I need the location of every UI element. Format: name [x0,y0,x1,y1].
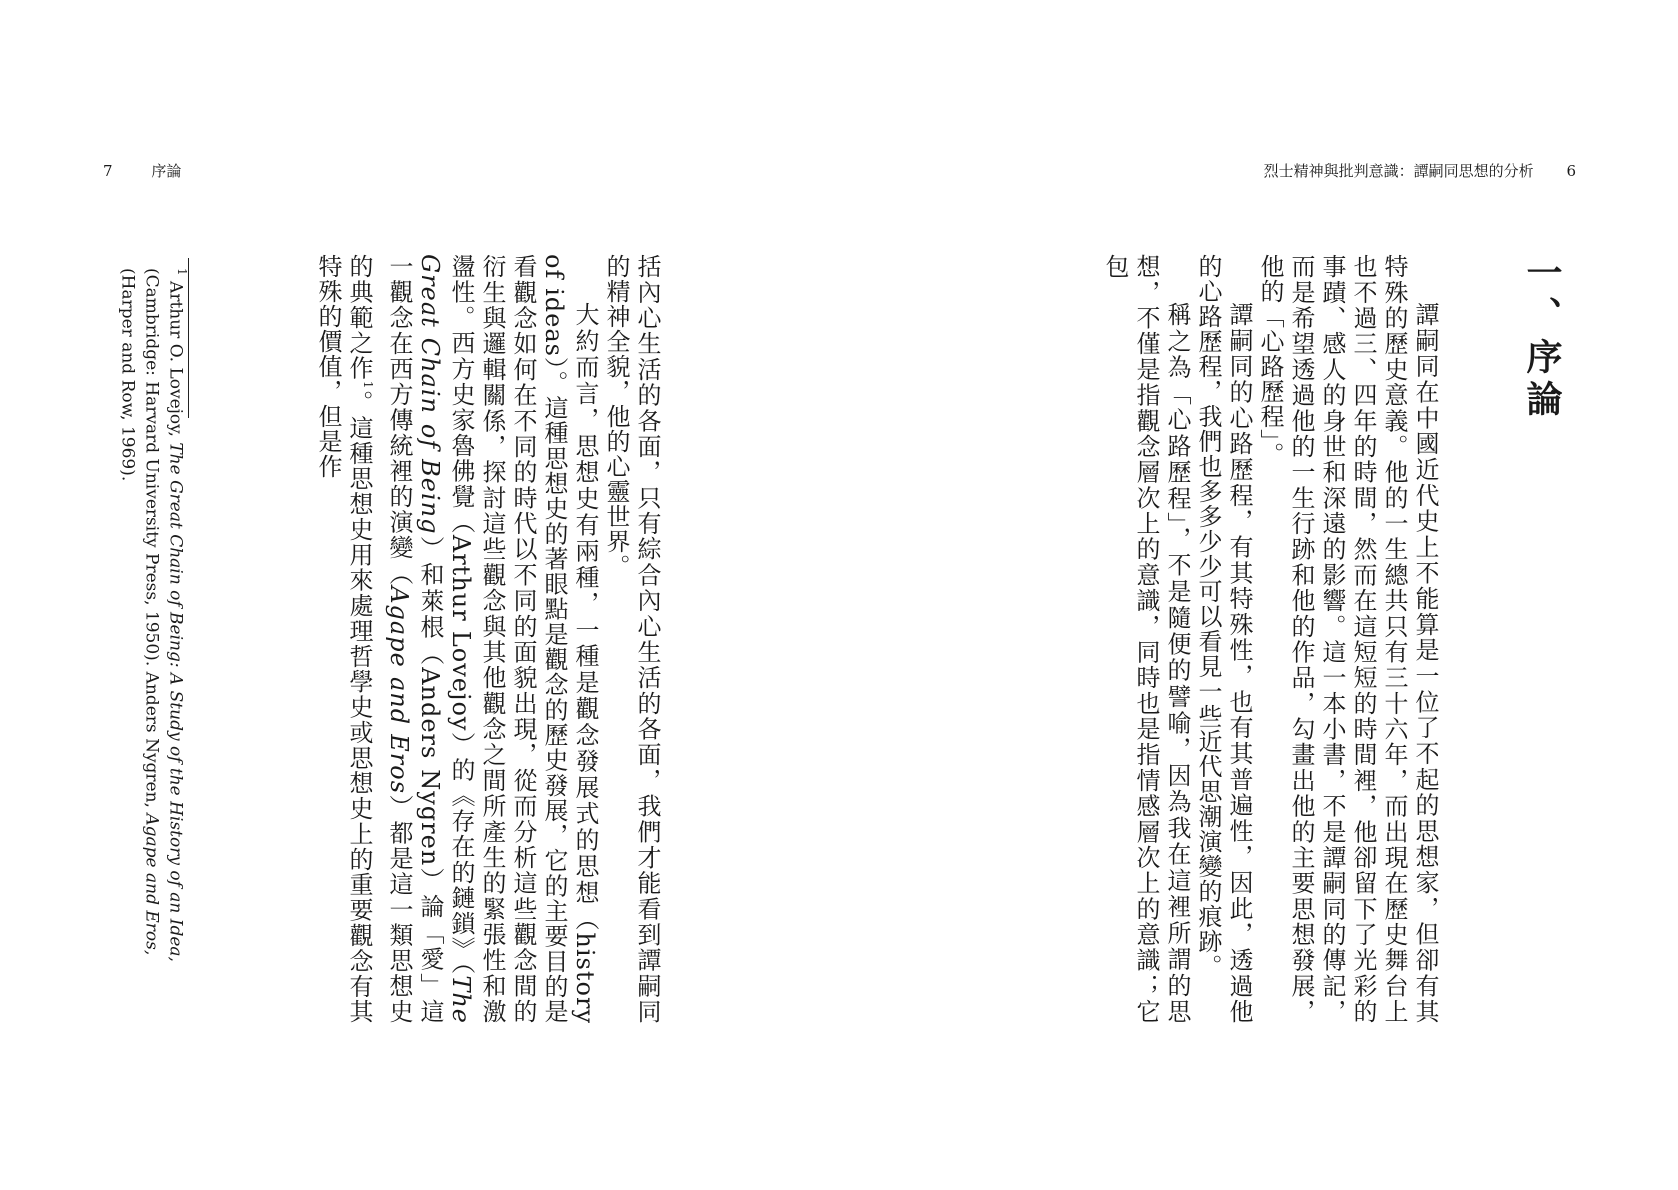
footnote-title: The Great Chain of Being: A Study of the History of an Idea, [165,442,186,962]
chapter-title: 一、序論 [1521,254,1563,422]
footnote-number: 1 [175,268,189,276]
text-run: ）和萊根（Anders Nygren）論「愛」這一觀念在西方傳統裡的演變（ [385,254,444,1025]
right-page-number: 6 [1566,162,1576,180]
text-run: 。這種思想史用來處理哲學史或思想史上的重要觀念有其特殊的價值，但是作 [314,254,373,1025]
right-page-header [1264,162,1576,180]
footnote-ref[interactable]: 1 [361,380,375,390]
text-run: 大約而言，思想史有兩種，一種是觀念發展式的思想（history of ideas）。這種思想史的著眼點是觀念的歷史發展，它的主要目的是看觀念如何在不同的時代以不同的面貌出現，從而分析這些觀念間的衍生與邏輯關係，探討這些觀念與其他觀念之間所產生的緊張性和激盪性。西方史家魯佛覺（Arthur Lovejoy）的《存在的鏈鎖》（ [447,254,599,1024]
book-title: Agape and Eros [385,586,413,795]
footnote-title: Agape and Eros, [141,813,162,956]
paragraph [312,254,600,1024]
book-title: The Great Chain of Being [416,254,475,1024]
left-page-body [262,254,662,1024]
footnote-publisher: (Cambridge: Harvard University Press, 1950). [141,268,162,667]
footnote-publisher: (Harper and Row, 1969). [117,268,138,482]
paragraph: 稱之為「心路歷程」，不是隨便的譬喻，因為我在這裡所謂的思想，不僅是指觀念層次上的意識，同時也是指情感層次上的意識；它包 [1101,254,1191,1024]
right-page-body [1020,254,1440,1024]
paragraph: 譚嗣同在中國近代史上不能算是一位了不起的思想家，但卻有其特殊的歷史意義。他的一生總共只有三十六年，而出現在歷史舞台上也不過三、四年的時間，然而在這短短的時間裡，他卻留下了光彩的事蹟、感人的身世和深遠的影響。這一本小書，不是譚嗣同的傳記，而是希望透過他的一生行跡和他的作品，勾畫出他的主要思想發展，他的「心路歷程」。 [1256,254,1439,1024]
footnote-author: Arthur O. Lovejoy, [165,281,186,437]
paragraph: 譚嗣同的心路歷程，有其特殊性，也有其普遍性，因此，透過他的心路歷程，我們也多多少少可以看見一些近代思潮演變的痕跡。 [1194,254,1253,1024]
left-page-number: 7 [103,162,113,180]
left-running-title: 序論 [151,162,182,180]
footnote [117,268,194,1028]
footnote-author: Anders Nygren, [141,671,162,808]
left-page-header [103,162,181,180]
paragraph: 括內心生活的各面，只有綜合內心生活的各面，我們才能看到譚嗣同的精神全貌，他的心靈世界。 [602,254,661,1024]
text-run: ）都是這一類思想史的典範之作 [345,254,413,1025]
right-running-title: 烈士精神與批判意識：譚嗣同思想的分析 [1263,162,1534,180]
